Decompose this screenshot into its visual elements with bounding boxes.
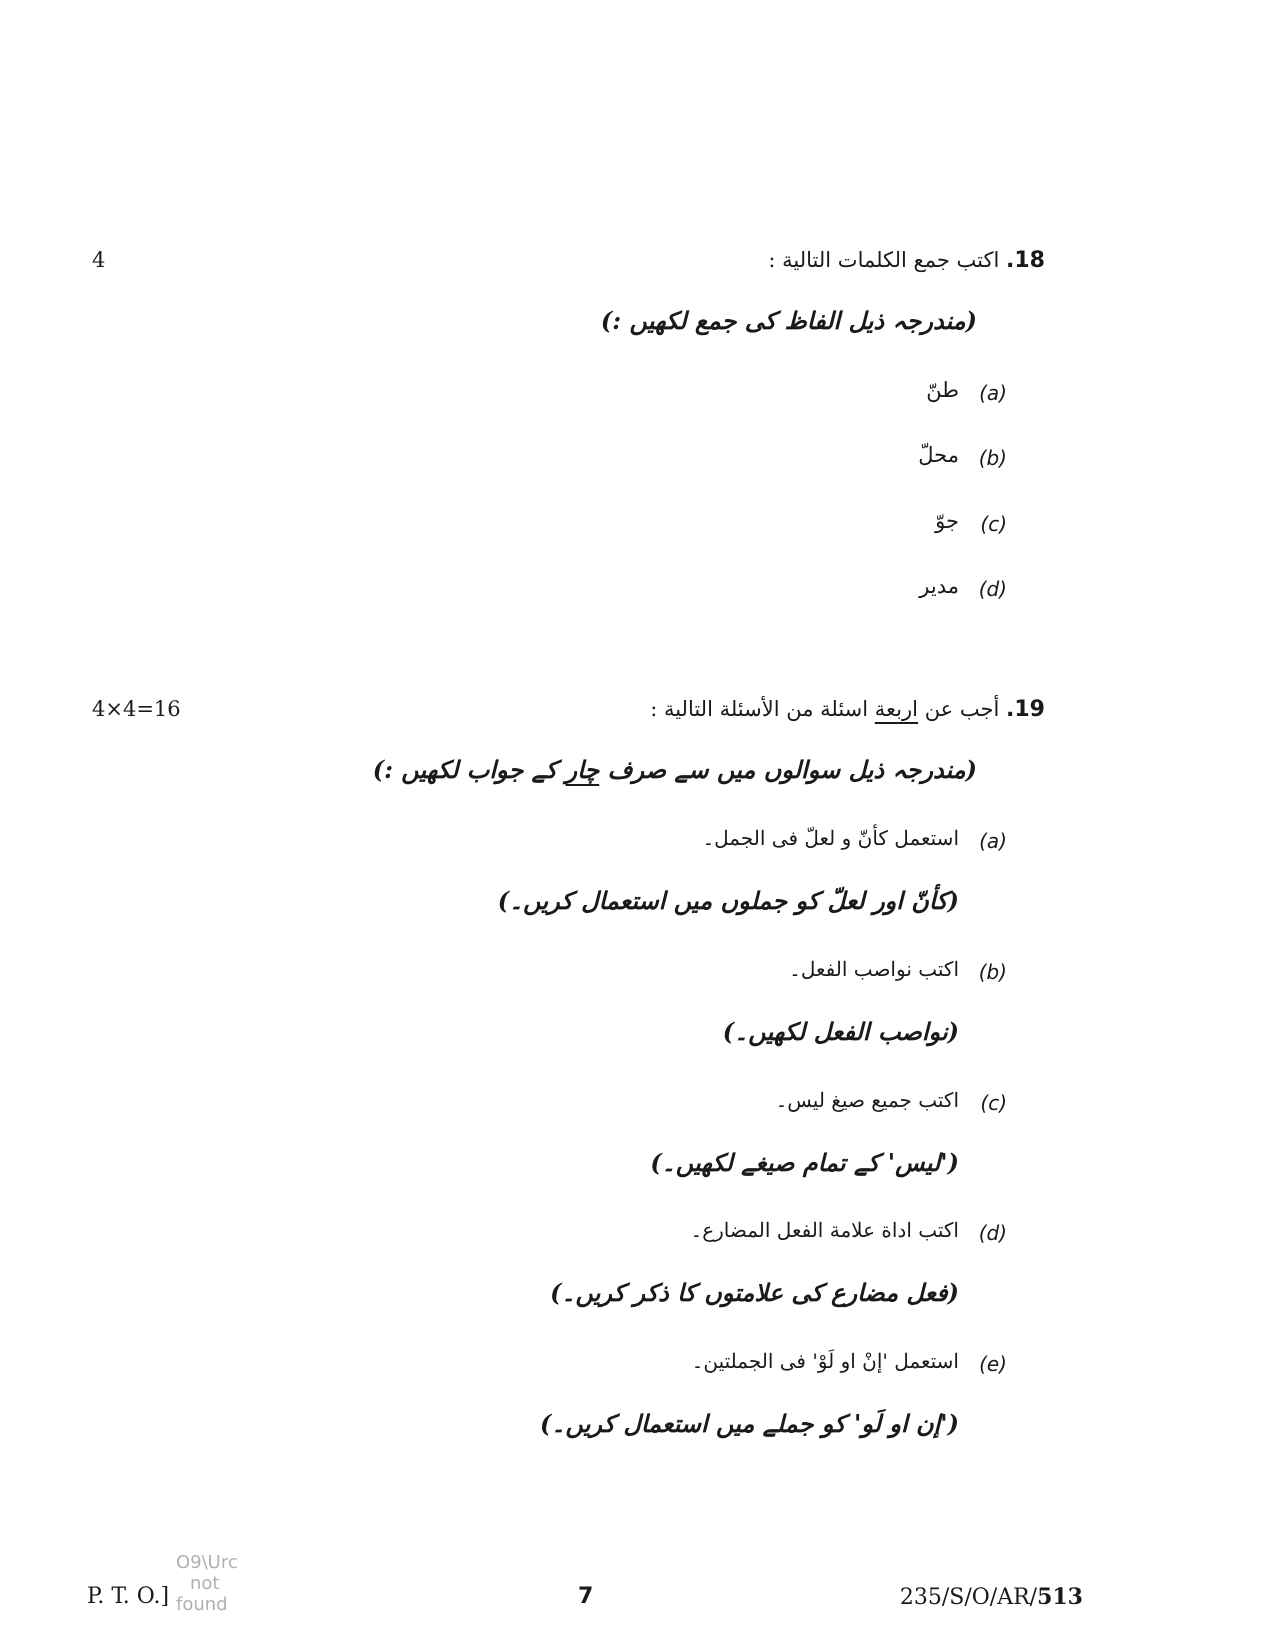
page-number: 7 bbox=[578, 1584, 594, 1609]
stamp-line-1: O9\Urc bbox=[176, 1552, 238, 1573]
q18-urdu-text: (مندرجہ ذیل الفاظ کی جمع لکھیں :) bbox=[600, 306, 977, 335]
q19-marks: 4×4=16 bbox=[92, 697, 181, 721]
q19-urdu-text bbox=[373, 755, 977, 784]
missing-image-stamp bbox=[176, 1552, 238, 1615]
q18-item-b-word: محلّ bbox=[918, 443, 959, 467]
q19-item-d-letter: (d) bbox=[978, 1221, 1007, 1245]
q18-item-a-letter: (a) bbox=[979, 381, 1007, 405]
paper-code-prefix: 235/S/O/AR/ bbox=[899, 1585, 1038, 1610]
pto-label: P. T. O.] bbox=[87, 1584, 170, 1609]
q18-heading bbox=[768, 248, 1045, 273]
q19-urdu-before: (مندرجہ ذیل سوالوں میں سے صرف bbox=[599, 755, 977, 784]
stamp-line-2: not bbox=[190, 1573, 220, 1594]
q19-item-d-arabic: اكتب اداة علامة الفعل المضارع۔ bbox=[690, 1218, 959, 1242]
q19-item-e-letter: (e) bbox=[979, 1352, 1007, 1376]
q19-item-e-urdu: ('إن او لَو' کو جملے میں استعمال کریں۔) bbox=[540, 1409, 959, 1438]
q19-arabic-after: اسئلة من الأسئلة التالية : bbox=[650, 697, 875, 721]
q19-urdu-underlined: چار bbox=[565, 755, 600, 784]
q18-marks: 4 bbox=[92, 248, 106, 272]
q19-urdu-after: کے جواب لکھیں :) bbox=[372, 755, 566, 784]
q19-item-c-arabic: اكتب جميع صيغ ليس۔ bbox=[775, 1088, 959, 1112]
q19-item-c-letter: (c) bbox=[980, 1091, 1007, 1115]
q18-item-d-word: مدير bbox=[919, 574, 959, 598]
q18-item-c-letter: (c) bbox=[980, 512, 1007, 536]
q19-heading bbox=[650, 697, 1045, 722]
q18-arabic-text: اكتب جمع الكلمات التالية : bbox=[768, 248, 1000, 272]
q19-item-c-urdu: ('لیس' کے تمام صیغے لکھیں۔) bbox=[650, 1148, 959, 1177]
q19-item-b-letter: (b) bbox=[978, 960, 1007, 984]
q18-number: 18. bbox=[1006, 248, 1045, 273]
paper-code bbox=[900, 1584, 1083, 1610]
q19-item-a-arabic: استعمل كأنّ و لعلّ فى الجمل۔ bbox=[702, 826, 959, 850]
q19-item-a-urdu: (کأنّ اور لعلّ کو جملوں میں استعمال کریں۔) bbox=[497, 886, 959, 915]
q19-item-e-arabic: استعمل 'إنْ او لَوْ' فى الجملتين۔ bbox=[691, 1349, 959, 1373]
q19-item-a-letter: (a) bbox=[979, 829, 1007, 853]
q18-item-a-word: طنّ bbox=[926, 378, 959, 402]
q18-item-c-word: جوّ bbox=[935, 509, 959, 533]
q19-arabic-underlined: اربعة bbox=[874, 697, 919, 721]
q19-item-d-urdu: (فعل مضارع کی علامتوں کا ذکر کریں۔) bbox=[550, 1278, 959, 1307]
q18-item-b-letter: (b) bbox=[978, 446, 1007, 470]
stamp-line-3: found bbox=[176, 1594, 228, 1615]
q19-item-b-arabic: اكتب نواصب الفعل۔ bbox=[789, 957, 959, 981]
q18-item-d-letter: (d) bbox=[978, 577, 1007, 601]
paper-code-bold: 513 bbox=[1037, 1584, 1083, 1610]
q19-arabic-before: أجب عن bbox=[918, 697, 1000, 721]
q19-number: 19. bbox=[1006, 697, 1045, 722]
q19-item-b-urdu: (نواصب الفعل لکھیں۔) bbox=[722, 1017, 959, 1046]
